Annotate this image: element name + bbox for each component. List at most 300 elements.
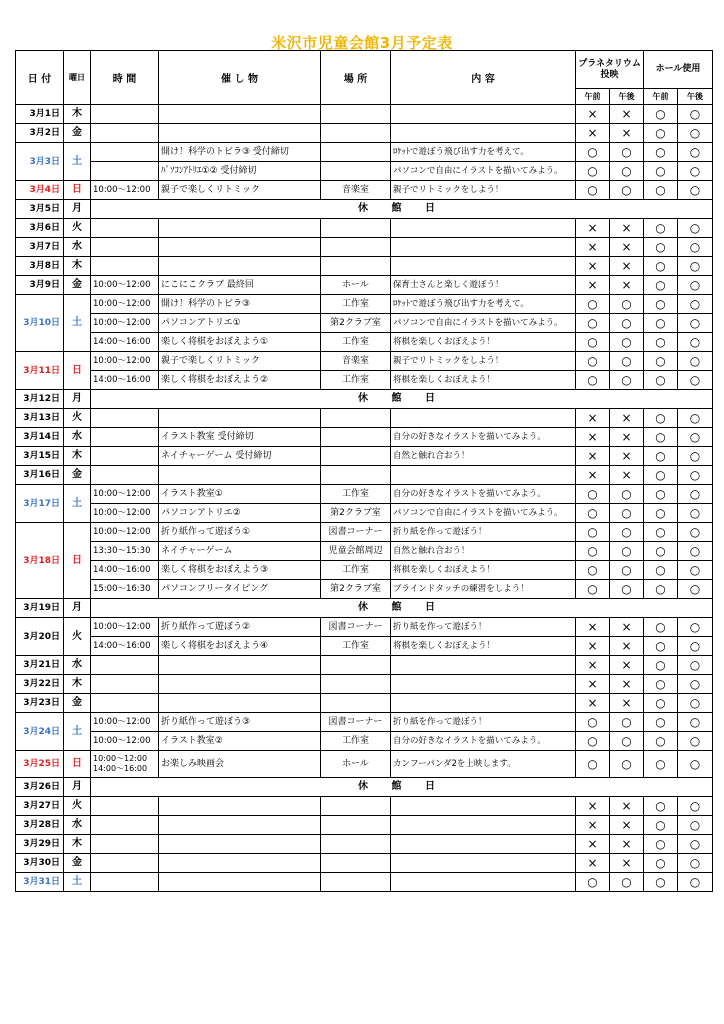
- place-cell: [321, 816, 391, 835]
- content-cell: [391, 105, 576, 124]
- date-cell: 3月29日: [16, 835, 64, 854]
- hall-pm-mark: ○: [678, 656, 713, 675]
- place-cell: 工作室: [321, 732, 391, 751]
- content-cell: 保育士さんと楽しく遊ぼう！: [391, 276, 576, 295]
- time-cell: 10:00～12:00: [91, 504, 159, 523]
- table-row: [16, 333, 713, 352]
- date-cell: 3月27日: [16, 797, 64, 816]
- closed-day-cell: 休 館 日: [91, 200, 713, 219]
- table-row: [16, 390, 713, 409]
- hall-pm-mark: ○: [678, 485, 713, 504]
- hall-pm-mark: ○: [678, 447, 713, 466]
- closed-day-cell: 休 館 日: [91, 599, 713, 618]
- hall-pm-mark: ○: [678, 561, 713, 580]
- planetarium-am-mark: ○: [576, 181, 610, 200]
- place-cell: 工作室: [321, 485, 391, 504]
- planetarium-pm-mark: ×: [610, 835, 644, 854]
- place-cell: 図書コーナー: [321, 618, 391, 637]
- time-cell: [91, 162, 159, 181]
- event-cell: [159, 409, 321, 428]
- header-hall: ホール使用: [644, 51, 713, 89]
- time-cell: [91, 428, 159, 447]
- hall-pm-mark: ○: [678, 466, 713, 485]
- planetarium-am-mark: ○: [576, 504, 610, 523]
- planetarium-pm-mark: ×: [610, 447, 644, 466]
- time-cell: 10:00～12:00: [91, 523, 159, 542]
- planetarium-pm-mark: ○: [610, 371, 644, 390]
- table-row: [16, 352, 713, 371]
- event-cell: お楽しみ映画会: [159, 751, 321, 778]
- table-row: [16, 637, 713, 656]
- event-cell: にこにこクラブ 最終回: [159, 276, 321, 295]
- dow-cell: 土: [64, 713, 91, 751]
- closed-day-cell: 休 館 日: [91, 390, 713, 409]
- event-cell: [159, 656, 321, 675]
- planetarium-pm-mark: ×: [610, 238, 644, 257]
- planetarium-pm-mark: ×: [610, 219, 644, 238]
- date-cell: 3月15日: [16, 447, 64, 466]
- hall-am-mark: ○: [644, 854, 678, 873]
- header-hall-am: 午前: [644, 89, 678, 105]
- planetarium-pm-mark: ○: [610, 751, 644, 778]
- hall-pm-mark: ○: [678, 797, 713, 816]
- place-cell: [321, 675, 391, 694]
- hall-am-mark: ○: [644, 656, 678, 675]
- time-cell: [91, 257, 159, 276]
- hall-pm-mark: ○: [678, 219, 713, 238]
- planetarium-am-mark: ×: [576, 466, 610, 485]
- content-cell: パソコンで自由にイラストを描いてみよう。: [391, 314, 576, 333]
- dow-cell: 土: [64, 295, 91, 352]
- content-cell: 折り紙を作って遊ぼう！: [391, 618, 576, 637]
- content-cell: [391, 409, 576, 428]
- table-row: [16, 181, 713, 200]
- place-cell: [321, 238, 391, 257]
- planetarium-am-mark: ×: [576, 835, 610, 854]
- event-cell: 楽しく将棋をおぼえよう④: [159, 637, 321, 656]
- place-cell: ホール: [321, 751, 391, 778]
- hall-am-mark: ○: [644, 238, 678, 257]
- table-row: [16, 504, 713, 523]
- planetarium-pm-mark: ○: [610, 314, 644, 333]
- planetarium-pm-mark: ○: [610, 352, 644, 371]
- event-cell: [159, 466, 321, 485]
- hall-pm-mark: ○: [678, 124, 713, 143]
- content-cell: 親子でリトミックをしよう！: [391, 181, 576, 200]
- planetarium-am-mark: ×: [576, 447, 610, 466]
- planetarium-am-mark: ×: [576, 428, 610, 447]
- event-cell: 楽しく将棋をおぼえよう③: [159, 561, 321, 580]
- planetarium-am-mark: ○: [576, 523, 610, 542]
- hall-am-mark: ○: [644, 835, 678, 854]
- dow-cell: 日: [64, 751, 91, 778]
- dow-cell: 土: [64, 873, 91, 892]
- planetarium-am-mark: ○: [576, 352, 610, 371]
- date-cell: 3月9日: [16, 276, 64, 295]
- content-cell: 将棋を楽しくおぼえよう！: [391, 371, 576, 390]
- time-cell: 10:00～12:00: [91, 181, 159, 200]
- content-cell: [391, 656, 576, 675]
- time-cell: 10:00～12:00: [91, 485, 159, 504]
- dow-cell: 月: [64, 390, 91, 409]
- event-cell: 楽しく将棋をおぼえよう①: [159, 333, 321, 352]
- table-row: [16, 295, 713, 314]
- hall-am-mark: ○: [644, 732, 678, 751]
- date-cell: 3月25日: [16, 751, 64, 778]
- place-cell: 工作室: [321, 637, 391, 656]
- content-cell: 折り紙を作って遊ぼう！: [391, 713, 576, 732]
- table-row: [16, 447, 713, 466]
- time-cell: [91, 835, 159, 854]
- planetarium-am-mark: ×: [576, 257, 610, 276]
- hall-am-mark: ○: [644, 797, 678, 816]
- dow-cell: 月: [64, 778, 91, 797]
- place-cell: 第2クラブ室: [321, 314, 391, 333]
- hall-am-mark: ○: [644, 694, 678, 713]
- table-row: [16, 599, 713, 618]
- date-cell: 3月30日: [16, 854, 64, 873]
- hall-pm-mark: ○: [678, 523, 713, 542]
- table-row: [16, 162, 713, 181]
- content-cell: 折り紙を作って遊ぼう！: [391, 523, 576, 542]
- content-cell: [391, 238, 576, 257]
- schedule-body: [16, 105, 713, 892]
- table-row: [16, 713, 713, 732]
- planetarium-am-mark: ×: [576, 105, 610, 124]
- content-cell: [391, 694, 576, 713]
- planetarium-pm-mark: ×: [610, 675, 644, 694]
- dow-cell: 木: [64, 257, 91, 276]
- hall-pm-mark: ○: [678, 238, 713, 257]
- event-cell: [159, 675, 321, 694]
- hall-am-mark: ○: [644, 637, 678, 656]
- event-cell: [159, 816, 321, 835]
- place-cell: 工作室: [321, 333, 391, 352]
- date-cell: 3月31日: [16, 873, 64, 892]
- place-cell: 音楽室: [321, 352, 391, 371]
- planetarium-am-mark: ○: [576, 713, 610, 732]
- header-time: 時 間: [91, 51, 159, 105]
- hall-pm-mark: ○: [678, 371, 713, 390]
- planetarium-am-mark: ○: [576, 732, 610, 751]
- time-cell: [91, 694, 159, 713]
- date-cell: 3月26日: [16, 778, 64, 797]
- time-cell: 14:00～16:00: [91, 333, 159, 352]
- time-cell: 10:00～12:00 14:00～16:00: [91, 751, 159, 778]
- time-cell: 10:00～12:00: [91, 713, 159, 732]
- hall-pm-mark: ○: [678, 580, 713, 599]
- planetarium-pm-mark: ○: [610, 523, 644, 542]
- place-cell: [321, 873, 391, 892]
- hall-am-mark: ○: [644, 873, 678, 892]
- planetarium-am-mark: ×: [576, 219, 610, 238]
- content-cell: [391, 124, 576, 143]
- content-cell: [391, 835, 576, 854]
- dow-cell: 水: [64, 238, 91, 257]
- hall-pm-mark: ○: [678, 352, 713, 371]
- planetarium-am-mark: ×: [576, 238, 610, 257]
- hall-pm-mark: ○: [678, 713, 713, 732]
- planetarium-pm-mark: ○: [610, 143, 644, 162]
- hall-pm-mark: ○: [678, 618, 713, 637]
- planetarium-pm-mark: ○: [610, 485, 644, 504]
- planetarium-pm-mark: ×: [610, 637, 644, 656]
- dow-cell: 金: [64, 854, 91, 873]
- time-cell: [91, 873, 159, 892]
- event-cell: 開け！科学のトビラ③ 受付締切: [159, 143, 321, 162]
- hall-pm-mark: ○: [678, 105, 713, 124]
- planetarium-pm-mark: ○: [610, 504, 644, 523]
- date-cell: 3月12日: [16, 390, 64, 409]
- content-cell: ブラインドタッチの練習をしよう！: [391, 580, 576, 599]
- table-row: [16, 428, 713, 447]
- hall-pm-mark: ○: [678, 751, 713, 778]
- planetarium-am-mark: ×: [576, 816, 610, 835]
- event-cell: [159, 257, 321, 276]
- time-cell: [91, 409, 159, 428]
- content-cell: [391, 257, 576, 276]
- hall-am-mark: ○: [644, 523, 678, 542]
- planetarium-pm-mark: ×: [610, 466, 644, 485]
- date-cell: 3月3日: [16, 143, 64, 181]
- table-row: [16, 816, 713, 835]
- schedule-table: [15, 50, 713, 892]
- table-row: [16, 238, 713, 257]
- hall-am-mark: ○: [644, 295, 678, 314]
- dow-cell: 水: [64, 816, 91, 835]
- hall-am-mark: ○: [644, 257, 678, 276]
- time-cell: [91, 447, 159, 466]
- date-cell: 3月11日: [16, 352, 64, 390]
- date-cell: 3月8日: [16, 257, 64, 276]
- planetarium-pm-mark: ○: [610, 713, 644, 732]
- content-cell: 親子でリトミックをしよう！: [391, 352, 576, 371]
- planetarium-am-mark: ×: [576, 637, 610, 656]
- time-cell: 10:00～12:00: [91, 295, 159, 314]
- event-cell: 折り紙作って遊ぼう②: [159, 618, 321, 637]
- planetarium-pm-mark: ×: [610, 797, 644, 816]
- dow-cell: 月: [64, 599, 91, 618]
- event-cell: 親子で楽しくリトミック: [159, 352, 321, 371]
- place-cell: [321, 854, 391, 873]
- planetarium-pm-mark: ×: [610, 618, 644, 637]
- dow-cell: 木: [64, 447, 91, 466]
- dow-cell: 木: [64, 105, 91, 124]
- planetarium-am-mark: ○: [576, 162, 610, 181]
- event-cell: ﾊﾟｿｺﾝｱﾄﾘｴ①② 受付締切: [159, 162, 321, 181]
- table-row: [16, 732, 713, 751]
- dow-cell: 日: [64, 523, 91, 599]
- planetarium-pm-mark: ○: [610, 561, 644, 580]
- header-place: 場 所: [321, 51, 391, 105]
- time-cell: 14:00～16:00: [91, 371, 159, 390]
- time-cell: 10:00～12:00: [91, 352, 159, 371]
- hall-am-mark: ○: [644, 181, 678, 200]
- hall-pm-mark: ○: [678, 295, 713, 314]
- dow-cell: 日: [64, 181, 91, 200]
- content-cell: カンフーパンダ2を上映します。: [391, 751, 576, 778]
- date-cell: 3月13日: [16, 409, 64, 428]
- hall-pm-mark: ○: [678, 257, 713, 276]
- planetarium-pm-mark: ○: [610, 732, 644, 751]
- place-cell: 第2クラブ室: [321, 580, 391, 599]
- table-row: [16, 276, 713, 295]
- table-row: [16, 751, 713, 778]
- hall-am-mark: ○: [644, 352, 678, 371]
- place-cell: 工作室: [321, 371, 391, 390]
- content-cell: [391, 854, 576, 873]
- dow-cell: 土: [64, 143, 91, 181]
- hall-am-mark: ○: [644, 542, 678, 561]
- header-hall-pm: 午後: [678, 89, 713, 105]
- planetarium-am-mark: ○: [576, 873, 610, 892]
- table-row: [16, 873, 713, 892]
- hall-am-mark: ○: [644, 580, 678, 599]
- hall-am-mark: ○: [644, 751, 678, 778]
- table-row: [16, 219, 713, 238]
- header-date: 日 付: [16, 51, 64, 105]
- event-cell: パソコンアトリエ①: [159, 314, 321, 333]
- content-cell: [391, 466, 576, 485]
- table-row: [16, 580, 713, 599]
- planetarium-pm-mark: ×: [610, 276, 644, 295]
- hall-am-mark: ○: [644, 618, 678, 637]
- event-cell: パソコンアトリエ②: [159, 504, 321, 523]
- time-cell: [91, 105, 159, 124]
- event-cell: ネイチャーゲーム: [159, 542, 321, 561]
- hall-am-mark: ○: [644, 219, 678, 238]
- date-cell: 3月22日: [16, 675, 64, 694]
- hall-am-mark: ○: [644, 466, 678, 485]
- hall-am-mark: ○: [644, 314, 678, 333]
- hall-pm-mark: ○: [678, 143, 713, 162]
- planetarium-pm-mark: ○: [610, 162, 644, 181]
- event-cell: ネイチャーゲーム 受付締切: [159, 447, 321, 466]
- place-cell: [321, 124, 391, 143]
- event-cell: [159, 105, 321, 124]
- planetarium-am-mark: ×: [576, 409, 610, 428]
- hall-am-mark: ○: [644, 409, 678, 428]
- date-cell: 3月21日: [16, 656, 64, 675]
- event-cell: 親子で楽しくリトミック: [159, 181, 321, 200]
- table-row: [16, 257, 713, 276]
- event-cell: イラスト教室②: [159, 732, 321, 751]
- content-cell: 自分の好きなイラストを描いてみよう。: [391, 732, 576, 751]
- content-cell: 将棋を楽しくおぼえよう！: [391, 333, 576, 352]
- date-cell: 3月23日: [16, 694, 64, 713]
- content-cell: ﾛｹｯﾄで遊ぼう飛び出す力を考えて。: [391, 295, 576, 314]
- event-cell: 折り紙作って遊ぼう③: [159, 713, 321, 732]
- dow-cell: 火: [64, 797, 91, 816]
- table-row: [16, 618, 713, 637]
- content-cell: 自然と触れ合おう！: [391, 542, 576, 561]
- content-cell: [391, 797, 576, 816]
- place-cell: [321, 257, 391, 276]
- time-cell: 10:00～12:00: [91, 314, 159, 333]
- event-cell: パソコンフリータイピング: [159, 580, 321, 599]
- event-cell: [159, 797, 321, 816]
- place-cell: 第2クラブ室: [321, 504, 391, 523]
- planetarium-am-mark: ○: [576, 295, 610, 314]
- place-cell: [321, 656, 391, 675]
- table-row: [16, 314, 713, 333]
- date-cell: 3月17日: [16, 485, 64, 523]
- dow-cell: 金: [64, 276, 91, 295]
- event-cell: [159, 124, 321, 143]
- event-cell: [159, 219, 321, 238]
- hall-am-mark: ○: [644, 447, 678, 466]
- time-cell: [91, 124, 159, 143]
- date-cell: 3月5日: [16, 200, 64, 219]
- time-cell: 10:00～12:00: [91, 618, 159, 637]
- dow-cell: 木: [64, 675, 91, 694]
- time-cell: [91, 675, 159, 694]
- hall-pm-mark: ○: [678, 816, 713, 835]
- planetarium-pm-mark: ×: [610, 854, 644, 873]
- time-cell: 14:00～16:00: [91, 561, 159, 580]
- planetarium-pm-mark: ×: [610, 816, 644, 835]
- table-row: [16, 485, 713, 504]
- time-cell: [91, 466, 159, 485]
- header-planetarium: プラネタリウム投映: [576, 51, 644, 89]
- dow-cell: 木: [64, 835, 91, 854]
- place-cell: [321, 219, 391, 238]
- hall-pm-mark: ○: [678, 637, 713, 656]
- content-cell: [391, 675, 576, 694]
- hall-pm-mark: ○: [678, 504, 713, 523]
- planetarium-pm-mark: ×: [610, 105, 644, 124]
- content-cell: [391, 219, 576, 238]
- hall-pm-mark: ○: [678, 333, 713, 352]
- planetarium-am-mark: ×: [576, 124, 610, 143]
- content-cell: 自分の好きなイラストを描いてみよう。: [391, 485, 576, 504]
- table-row: [16, 409, 713, 428]
- planetarium-am-mark: ×: [576, 797, 610, 816]
- date-cell: 3月19日: [16, 599, 64, 618]
- planetarium-am-mark: ×: [576, 618, 610, 637]
- hall-pm-mark: ○: [678, 276, 713, 295]
- dow-cell: 金: [64, 694, 91, 713]
- table-row: [16, 835, 713, 854]
- dow-cell: 水: [64, 656, 91, 675]
- place-cell: [321, 447, 391, 466]
- time-cell: [91, 219, 159, 238]
- planetarium-am-mark: ○: [576, 485, 610, 504]
- place-cell: 工作室: [321, 561, 391, 580]
- content-cell: 自分の好きなイラストを描いてみよう。: [391, 428, 576, 447]
- hall-am-mark: ○: [644, 371, 678, 390]
- table-row: [16, 797, 713, 816]
- hall-pm-mark: ○: [678, 409, 713, 428]
- planetarium-am-mark: ×: [576, 854, 610, 873]
- table-row: [16, 371, 713, 390]
- planetarium-am-mark: ○: [576, 371, 610, 390]
- hall-pm-mark: ○: [678, 542, 713, 561]
- planetarium-am-mark: ○: [576, 580, 610, 599]
- place-cell: 図書コーナー: [321, 713, 391, 732]
- table-row: [16, 466, 713, 485]
- date-cell: 3月24日: [16, 713, 64, 751]
- content-cell: [391, 873, 576, 892]
- table-row: [16, 523, 713, 542]
- header-planetarium-am: 午前: [576, 89, 610, 105]
- content-cell: 自然と触れ合おう！: [391, 447, 576, 466]
- table-row: [16, 854, 713, 873]
- planetarium-am-mark: ×: [576, 694, 610, 713]
- header-event: 催 し 物: [159, 51, 321, 105]
- hall-pm-mark: ○: [678, 675, 713, 694]
- event-cell: 開け！科学のトビラ③: [159, 295, 321, 314]
